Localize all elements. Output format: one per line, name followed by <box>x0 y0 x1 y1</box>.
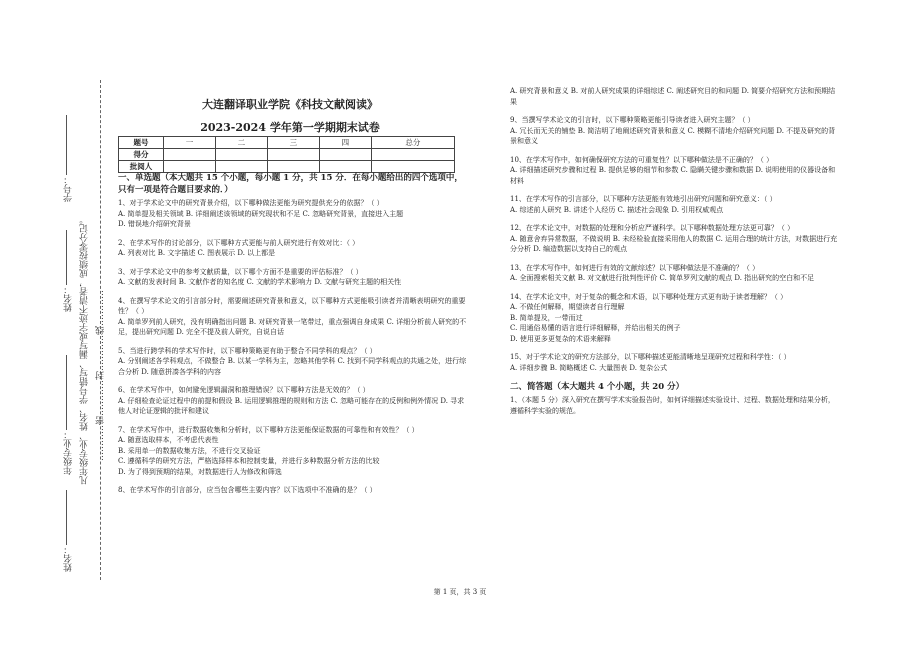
question-item <box>118 485 468 496</box>
question-item <box>118 346 468 378</box>
answer-options: A. 研究背景和意义 B. 对前人研究成果的详细综述 C. 阐述研究目的和问题 D. 简要介绍研究方法和预期结果 <box>510 87 836 106</box>
question-item <box>118 198 468 230</box>
question-text: 11、在学术写作的引言部分，以下哪种方法更能有效地引出研究问题和研究意义：（ ） <box>510 195 777 203</box>
question-text: 1、对于学术论文中的研究背景介绍，以下哪种做法更能为研究提供充分的依据？（ ） <box>118 199 384 207</box>
score-table-header-row <box>119 137 455 149</box>
score-header-cell: 题号 <box>119 137 164 149</box>
answer-options: A. 随意舍弃异常数据，不做说明 B. 未经检验直接采用他人的数据 C. 运用合理的统计方法，对数据进行充分分析 D. 编造数据以支持自己的观点 <box>510 234 838 253</box>
exam-term: 2023-2024 学年第一学期期末试卷 <box>200 121 380 134</box>
answer-options: A. 分别阐述各学科观点，不做整合 B. 以某一学科为主，忽略其他学科 C. 找到不同学科观点的共通之处，进行综合分析 D. 随意拼凑各学科的内容 <box>118 357 467 376</box>
score-header-cell: 一 <box>164 137 216 149</box>
score-cell[interactable] <box>215 161 267 173</box>
question-text: 10、在学术写作中，如何确保研究方法的可重复性？以下哪种做法是不正确的？（ ） <box>510 155 774 164</box>
answer-options: B. 采用单一的数据收集方法，不进行交叉验证 <box>118 446 261 455</box>
score-table-row <box>119 161 455 173</box>
question-text: 9、当撰写学术论文的引言时，以下哪种策略更能引导读者进入研究主题？（ ） <box>510 116 755 124</box>
score-cell[interactable] <box>267 161 319 173</box>
answer-options: B. 简单提及，一带而过 <box>510 313 583 322</box>
question-text: 7、在学术写作中，进行数据收集和分析时，以下哪种方法更能保证数据的可靠性和有效性？（ ） <box>118 425 419 434</box>
score-cell[interactable] <box>371 161 454 173</box>
question-item <box>510 86 840 107</box>
score-cell[interactable] <box>319 149 371 161</box>
margin-warning: 凡年级专业、姓名、学号错写、漏写或字迹不清者，成绩按零分记。 <box>80 215 90 485</box>
name-bottom-underline <box>66 490 67 545</box>
question-item <box>510 223 840 255</box>
page-footer: 第 1 页，共 3 页 <box>433 588 487 596</box>
section1-title: 一、单选题（本大题共 15 个小题，每小题 1 分，共 15 分．在每小题给出的四个选项中，只有一项是符合题目要求的．） <box>118 173 463 195</box>
question-item <box>510 115 840 147</box>
margin-grade-major: 年级专业： <box>64 430 74 475</box>
question-item <box>510 263 840 284</box>
exam-title: 大连翻译职业学院《科技文献阅读》 <box>202 98 378 111</box>
margin-name-label: 姓名： <box>64 285 74 312</box>
answer-options: A. 综述前人研究 B. 讲述个人经历 C. 描述社会现象 D. 引用权威观点 <box>510 205 724 214</box>
question-item <box>118 425 468 478</box>
score-cell[interactable] <box>164 161 216 173</box>
score-cell[interactable] <box>267 149 319 161</box>
answer-options: C. 用通俗易懂的语言进行详细解释，并给出相关的例子 <box>510 324 681 332</box>
left-column <box>118 172 468 504</box>
score-row-label: 得分 <box>119 149 164 161</box>
answer-options: A. 文献的发表时间 B. 文献作者的知名度 C. 文献的学术影响力 D. 文献与研究主题的相关性 <box>118 278 402 286</box>
answer-options: A. 详细描述研究步骤和过程 B. 提供足够的细节和参数 C. 隐瞒关键步骤和数据 D. 说明使用的仪器设备和材料 <box>510 166 836 185</box>
section2-title: 二、简答题（本大题共 4 个小题，共 20 分） <box>510 382 685 392</box>
question-text: 14、在学术论文中，对于复杂的概念和术语，以下哪种处理方式更有助于读者理解？（ ） <box>510 292 788 301</box>
score-header-cell: 二 <box>215 137 267 149</box>
answer-options: A. 简单提及相关领域 B. 详细阐述该领域的研究现状和不足 C. 忽略研究背景，直接进入主题 <box>118 209 404 218</box>
answer-options: A. 随意选取样本，不考虑代表性 <box>118 436 219 444</box>
short-answer-question: 1、（本题 5 分）深入研究在撰写学术实验报告时，如何详细描述实验设计、过程、数据处理和结果分析，遵循科学实验的规范。 <box>510 396 835 415</box>
question-text: 4、在撰写学术论文的引言部分时，需要阐述研究背景和意义，以下哪种方式更能吸引读者并清晰表明研究的重要性？（ ） <box>118 296 466 315</box>
right-column <box>510 86 840 416</box>
answer-options: A. 不做任何解释，期望读者自行理解 <box>510 303 625 311</box>
margin-student-id: 学号： <box>64 175 74 202</box>
question-item <box>118 267 468 288</box>
score-table-row <box>119 149 455 161</box>
answer-options: A. 详细步骤 B. 简略概述 C. 大量图表 D. 复杂公式 <box>510 363 668 372</box>
question-text: 5、当进行跨学科的学术写作时，以下哪种策略更有助于整合不同学科的观点？（ ） <box>118 346 377 355</box>
answer-options: A. 简单罗列前人研究，没有明确指出问题 B. 对研究背景一笔带过，重点强调自身成果 C. 详细分析前人研究的不足，提出研究问题 D. 完全不提及前人研究，自说自话 <box>118 317 467 336</box>
question-text: 2、在学术写作的讨论部分，以下哪种方式更能与前人研究进行有效对比：（ ） <box>118 238 360 247</box>
answer-options: A. 全面搜索相关文献 B. 对文献进行批判性评价 C. 简单罗列文献的观点 D. 指出研究的空白和不足 <box>510 274 815 282</box>
question-text: 13、在学术写作中，如何进行有效的文献综述？以下哪种做法是不准确的？（ ） <box>510 263 760 272</box>
answer-options: C. 遵循科学的研究方法，严格选择样本和控制变量，并进行多种数据分析方法的比较 <box>118 457 380 465</box>
answer-options: D. 错误地介绍研究背景 <box>118 220 191 228</box>
margin-seal: …………密…………封…………线………… <box>96 290 106 461</box>
answer-options: A. 列表对比 B. 文字描述 C. 图表展示 D. 以上都是 <box>118 249 276 257</box>
answer-options: A. 冗长而无关的铺垫 B. 简洁明了地阐述研究背景和意义 C. 模糊不清地介绍研究问题 D. 不提及研究的背景和意义 <box>510 126 836 145</box>
score-header-cell: 总分 <box>371 137 454 149</box>
question-item <box>118 385 468 417</box>
question-text: 3、对于学术论文中的参考文献质量，以下哪个方面不是重要的评估标准？（ ） <box>118 267 363 276</box>
question-item <box>118 296 468 338</box>
score-cell[interactable] <box>164 149 216 161</box>
question-text: 6、在学术写作中，如何避免逻辑漏洞和推理错误？以下哪种方法是无效的？（ ） <box>118 386 370 394</box>
student-id-underline <box>66 115 67 175</box>
question-text: 12、在学术论文中，对数据的处理和分析应严谨科学。以下哪种数据处理方法更可靠？（ ） <box>510 224 795 232</box>
question-item <box>118 238 468 259</box>
score-cell[interactable] <box>319 161 371 173</box>
question-item <box>510 194 840 215</box>
question-item <box>510 155 840 187</box>
question-text: 15、对于学术论文的研究方法部分，以下哪种描述更能清晰地呈现研究过程和科学性：（ ） <box>510 353 791 361</box>
score-header-cell: 四 <box>319 137 371 149</box>
grade-underline <box>66 355 67 430</box>
answer-options: D. 使用更多更复杂的术语来解释 <box>510 334 611 343</box>
answer-options: A. 仔细检查论证过程中的前提和假设 B. 运用逻辑推理的规则和方法 C. 忽略可能存在的反例和例外情况 D. 寻求他人对论证逻辑的批评和建议 <box>118 396 465 415</box>
margin-name-bottom: 姓名： <box>64 545 74 572</box>
score-header-cell: 三 <box>267 137 319 149</box>
question-item <box>510 292 840 345</box>
score-row-label: 批阅人 <box>119 161 164 173</box>
score-cell[interactable] <box>371 149 454 161</box>
question-item <box>510 352 840 373</box>
name-underline <box>66 230 67 285</box>
score-cell[interactable] <box>215 149 267 161</box>
question-text: 8、在学术写作的引言部分，应当包含哪些主要内容？以下选项中不准确的是？（ ） <box>118 486 377 494</box>
answer-options: D. 为了得到预期的结果，对数据进行人为修改和筛选 <box>118 467 282 476</box>
score-table <box>118 136 455 173</box>
